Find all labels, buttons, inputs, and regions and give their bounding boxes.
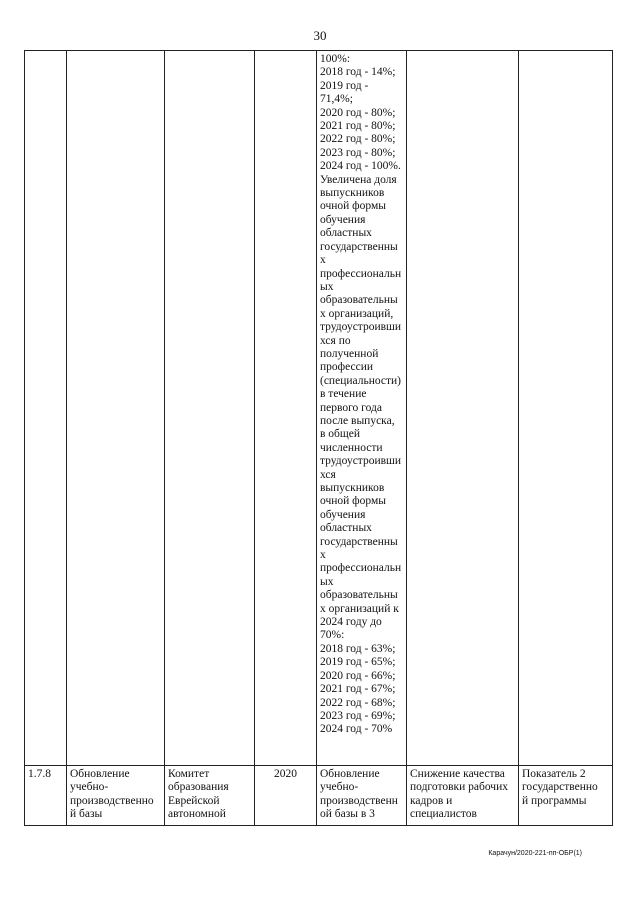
cell-text-line: в течение <box>320 388 367 401</box>
cell-number <box>25 51 67 766</box>
cell-text-line: 2019 год - 65%; <box>320 656 396 669</box>
cell-text-line: трудоустроивши <box>320 321 402 334</box>
cell-text-line: профессиональн <box>320 562 402 575</box>
cell-text-line: х организаций к <box>320 602 399 615</box>
cell-text-line: первого года <box>320 401 382 414</box>
cell-text-line: государственно <box>522 781 598 794</box>
cell-text-line: образовательны <box>320 294 398 307</box>
cell-text-line: областных <box>320 522 372 535</box>
cell-text-line: в общей <box>320 428 361 441</box>
cell-text-line: производственн <box>320 794 398 807</box>
cell-text-line: государственны <box>320 240 398 253</box>
cell-text-line: хся по <box>320 334 351 347</box>
cell-text-line: Показатель 2 <box>522 768 586 780</box>
cell-text-line: ой базы в 3 <box>320 808 375 821</box>
cell-text-line: учебно- <box>70 781 109 794</box>
cell-text-line: Еврейской <box>168 794 220 807</box>
cell-text-line: ых <box>320 575 334 588</box>
cell-text-line: государственны <box>320 535 398 548</box>
cell-text-line: специалистов <box>410 808 477 821</box>
document-footer-code: Карачун/2020-221-пп-ОБР(1) <box>488 850 582 857</box>
cell-text-line: 2020 год - 80%; <box>320 106 396 119</box>
cell-text-line: подготовки рабочих <box>410 781 508 794</box>
cell-text-line: образовательны <box>320 589 398 602</box>
cell-text-line: Увеличена доля <box>320 173 397 186</box>
cell-text-line: образования <box>168 781 229 794</box>
cell-name <box>67 51 165 766</box>
cell-expected-result <box>317 51 407 766</box>
table-row-continuation <box>25 51 613 766</box>
cell-text-line: ых <box>320 280 334 293</box>
cell-text-line: кадров и <box>410 794 453 807</box>
page-number: 30 <box>313 28 327 43</box>
cell-text-line: полученной <box>320 347 379 360</box>
cell-text-line: 2023 год - 69%; <box>320 709 396 722</box>
cell-text-line: хся <box>320 468 336 481</box>
cell-text-line: Обновление <box>70 768 130 780</box>
measures-table <box>24 50 613 826</box>
cell-text-line: профессии <box>320 361 374 374</box>
cell-name <box>67 766 165 826</box>
cell-text-line: 2022 год - 80%; <box>320 133 396 146</box>
cell-text-line: х <box>320 549 326 562</box>
cell-consequences <box>407 766 519 826</box>
cell-text-line: Комитет <box>168 768 210 780</box>
cell-text-line: очной формы <box>320 200 386 213</box>
cell-text-line: х <box>320 254 326 267</box>
cell-text-line: 2024 год - 100%. <box>320 160 401 173</box>
cell-text-line: 2024 году до <box>320 616 382 629</box>
cell-text-line: 2018 год - 14%; <box>320 66 396 79</box>
cell-text-line: Обновление <box>320 768 380 780</box>
cell-text-line: й программы <box>522 794 587 807</box>
cell-text-line: производственно <box>70 794 154 807</box>
cell-text-line: 2020 год - 66%; <box>320 669 396 682</box>
cell-year: 2020 <box>255 766 317 826</box>
cell-text-line: обучения <box>320 508 366 521</box>
cell-text-line: Снижение качества <box>410 768 505 780</box>
cell-text-line: очной формы <box>320 495 386 508</box>
cell-text-line: 2024 год - 70% <box>320 723 393 736</box>
cell-consequences <box>407 51 519 766</box>
cell-text-line: 100%: <box>320 53 351 65</box>
cell-text-line: й базы <box>70 808 103 821</box>
cell-text-line: обучения <box>320 213 366 226</box>
cell-text-line: 71,4%; <box>320 93 353 106</box>
cell-text-line: (специальности) <box>320 374 401 387</box>
cell-year <box>255 51 317 766</box>
cell-text-line: трудоустроивши <box>320 455 402 468</box>
cell-text-line: 2018 год - 63%; <box>320 642 396 655</box>
cell-text-line: учебно- <box>320 781 359 794</box>
table-row-1-7-8 <box>25 766 613 826</box>
cell-text-line: 2022 год - 68%; <box>320 696 396 709</box>
cell-text-line: выпускников <box>320 482 385 494</box>
cell-text-line: 2019 год - <box>320 79 369 92</box>
cell-text-line: 2021 год - 80%; <box>320 120 396 133</box>
cell-executor <box>165 766 255 826</box>
cell-text-line: после выпуска, <box>320 414 395 427</box>
cell-text-line: выпускников <box>320 187 385 200</box>
cell-text-line: 2021 год - 67%; <box>320 683 396 696</box>
cell-link <box>519 51 613 766</box>
cell-executor <box>165 51 255 766</box>
cell-text-line: 2023 год - 80%; <box>320 146 396 159</box>
cell-text-line: х организаций, <box>320 307 394 320</box>
cell-text-line: 70%: <box>320 629 345 642</box>
cell-link <box>519 766 613 826</box>
cell-text-line: численности <box>320 441 383 454</box>
cell-text-line: автономной <box>168 808 226 821</box>
cell-expected-result <box>317 766 407 826</box>
cell-text-line: областных <box>320 227 372 240</box>
cell-number: 1.7.8 <box>25 766 67 826</box>
cell-text-line: профессиональн <box>320 267 402 280</box>
